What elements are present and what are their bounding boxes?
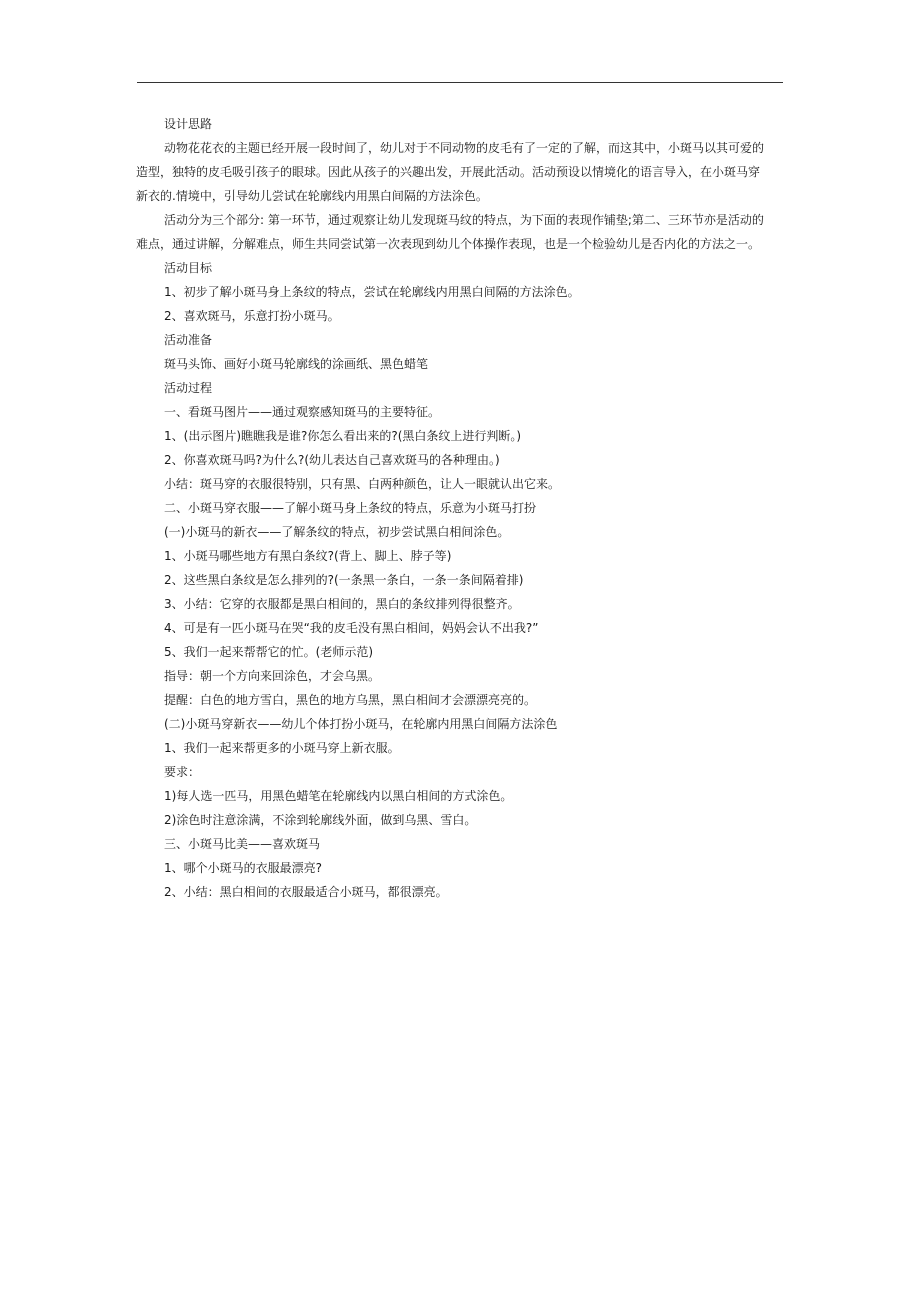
section-heading-goals: 活动目标 — [164, 261, 213, 275]
list-item: 1、哪个小斑马的衣服最漂亮? — [164, 861, 323, 875]
header-rule — [137, 82, 783, 83]
list-item: 1、我们一起来帮更多的小斑马穿上新衣服。 — [164, 741, 400, 755]
list-item-goal-1: 1、初步了解小斑马身上条纹的特点，尝试在轮廓线内用黑白间隔的方法涂色。 — [164, 285, 580, 299]
paragraph-design-1 — [136, 136, 784, 208]
prep-items: 斑马头饰、画好小斑马轮廓线的涂画纸、黑色蜡笔 — [164, 357, 429, 371]
paragraph-line: 动物花花衣的主题已经开展一段时间了，幼儿对于不同动物的皮毛有了一定的了解，而这其中，小斑马以其可爱的 — [164, 141, 765, 155]
requirements-heading: 要求： — [164, 765, 201, 779]
list-item: 2、这些黑白条纹是怎么排列的?(一条黑一条白，一条一条间隔着排) — [164, 573, 524, 587]
requirement-item: 2)涂色时注意涂满，不涂到轮廓线外面，做到乌黑、雪白。 — [164, 813, 477, 827]
section-heading-process: 活动过程 — [164, 381, 213, 395]
list-item-goal-2: 2、喜欢斑马，乐意打扮小斑马。 — [164, 309, 340, 323]
guide-text: 指导：朝一个方向来回涂色，才会乌黑。 — [164, 669, 381, 683]
document-body — [136, 112, 784, 904]
list-item: 1、(出示图片)瞧瞧我是谁?你怎么看出来的?(黑白条纹上进行判断。) — [164, 429, 522, 443]
paragraph-line: 活动分为三个部分: 第一环节，通过观察让幼儿发现斑马纹的特点，为下面的表现作铺垫;第二、三环节亦是活动的 — [164, 213, 764, 227]
remind-text: 提醒：白色的地方雪白，黑色的地方乌黑，黑白相间才会漂漂亮亮的。 — [164, 693, 537, 707]
list-item: 2、小结：黑白相间的衣服最适合小斑马，都很漂亮。 — [164, 885, 448, 899]
list-item: 2、你喜欢斑马吗?为什么?(幼儿表达自己喜欢斑马的各种理由。) — [164, 453, 500, 467]
paragraph-line: 新衣的.情境中，引导幼儿尝试在轮廓线内用黑白间隔的方法涂色。 — [136, 189, 488, 203]
paragraph-design-2 — [136, 208, 784, 256]
step-heading-1: 一、看斑马图片——通过观察感知斑马的主要特征。 — [164, 405, 441, 419]
paragraph-line: 造型，独特的皮毛吸引孩子的眼球。因此从孩子的兴趣出发，开展此活动。活动预设以情境化的语言导入，在小斑马穿 — [136, 165, 761, 179]
sub-step-heading-a: (一)小斑马的新衣——了解条纹的特点，初步尝试黑白相间涂色。 — [164, 525, 510, 539]
step-heading-2: 二、小斑马穿衣服——了解小斑马身上条纹的特点，乐意为小斑马打扮 — [164, 501, 537, 515]
section-heading-design: 设计思路 — [164, 117, 213, 131]
summary-text: 小结：斑马穿的衣服很特别，只有黑、白两种颜色，让人一眼就认出它来。 — [164, 477, 561, 491]
sub-step-heading-b: (二)小斑马穿新衣——幼儿个体打扮小斑马，在轮廓内用黑白间隔方法涂色 — [164, 717, 558, 731]
list-item: 5、我们一起来帮帮它的忙。(老师示范) — [164, 645, 373, 659]
requirement-item: 1)每人选一匹马，用黑色蜡笔在轮廓线内以黑白相间的方式涂色。 — [164, 789, 513, 803]
list-item: 4、可是有一匹小斑马在哭“我的皮毛没有黑白相间，妈妈会认不出我?” — [164, 621, 539, 635]
step-heading-3: 三、小斑马比美——喜欢斑马 — [164, 837, 321, 851]
paragraph-line: 难点，通过讲解，分解难点，师生共同尝试第一次表现到幼儿个体操作表现，也是一个检验幼儿是否内化的方法之一。 — [136, 237, 761, 251]
list-item: 3、小结：它穿的衣服都是黑白相间的，黑白的条纹排列得很整齐。 — [164, 597, 520, 611]
list-item: 1、小斑马哪些地方有黑白条纹?(背上、脚上、脖子等) — [164, 549, 452, 563]
section-heading-prep: 活动准备 — [164, 333, 213, 347]
